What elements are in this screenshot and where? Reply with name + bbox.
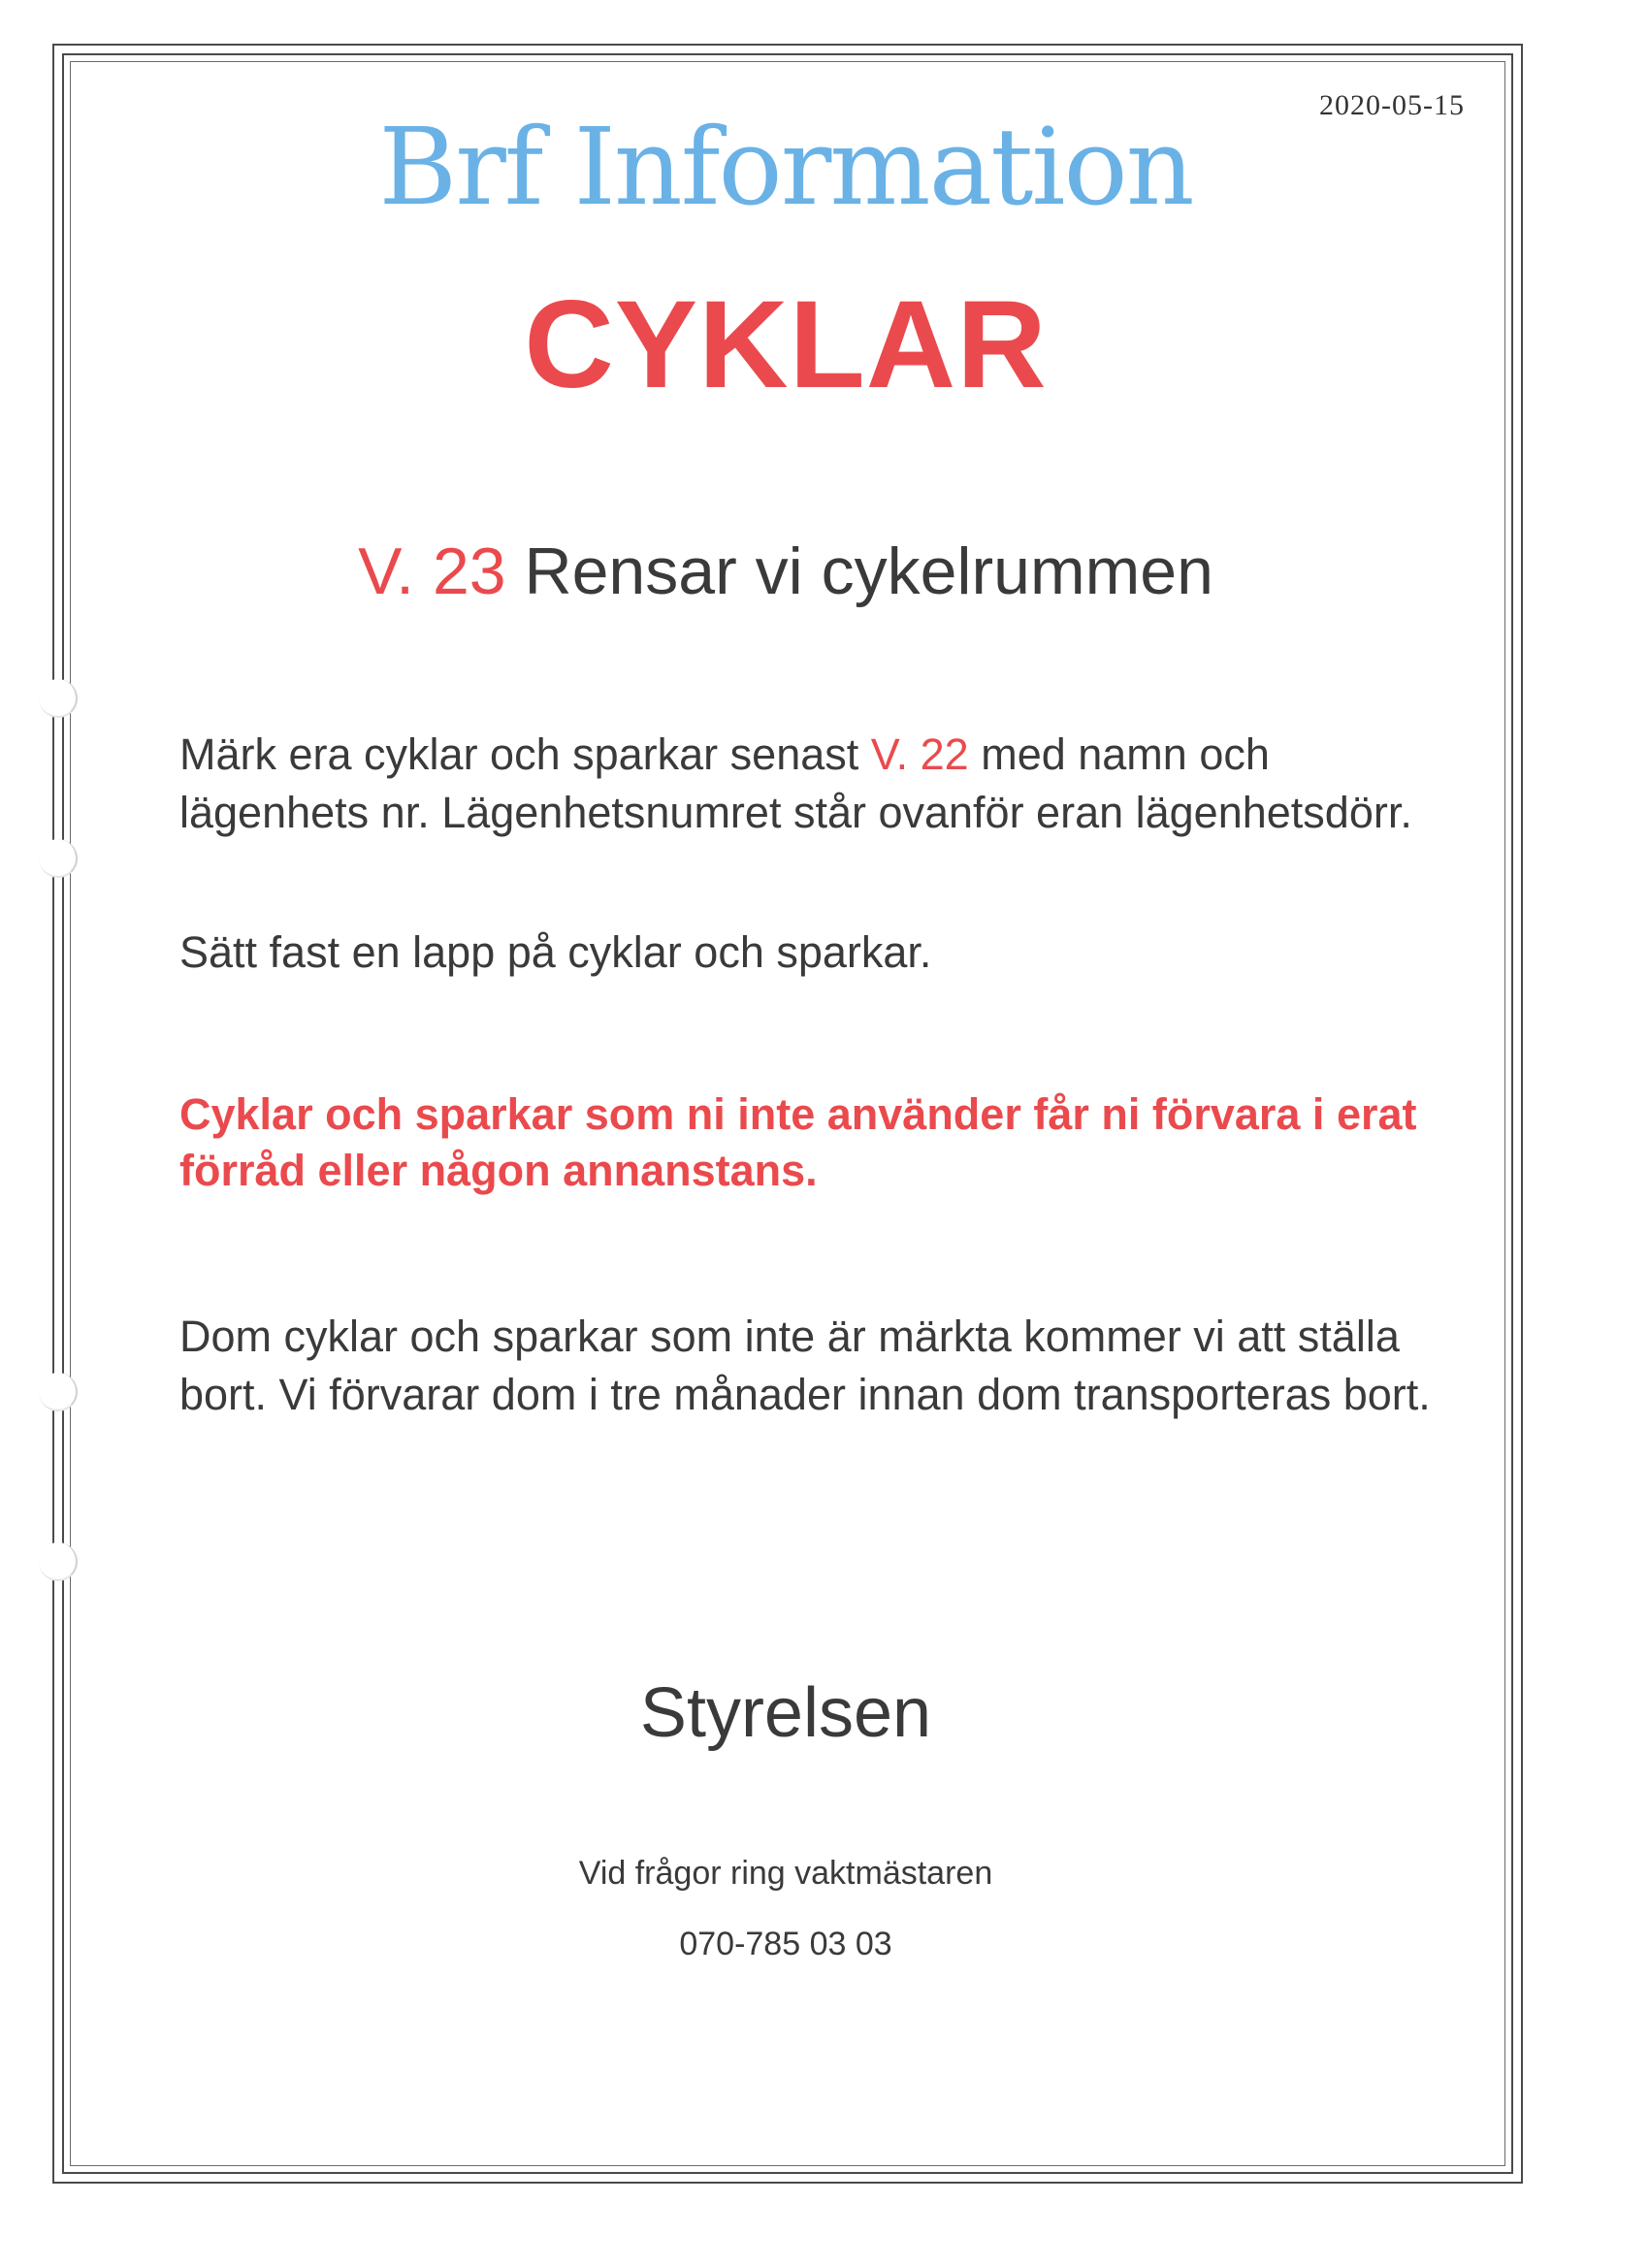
punch-hole xyxy=(39,1542,78,1581)
warning-paragraph: Cyklar och sparkar som ni inte använder får ni förvara i erat förråd eller någon annanstans. xyxy=(179,1089,1417,1195)
punch-hole xyxy=(39,679,78,718)
notice-subheading xyxy=(0,534,1571,609)
deadline-week: V. 22 xyxy=(870,729,969,779)
removal-paragraph: Dom cyklar och sparkar som inte är märkta kommer vi att ställa bort. Vi förvarar dom i tre månader innan dom transporteras bort. xyxy=(179,1312,1431,1419)
subheading-text: Rensar vi cykelrummen xyxy=(505,535,1213,608)
punch-hole xyxy=(39,839,78,878)
instruction-paragraph xyxy=(179,726,1440,842)
notice-date: 2020-05-15 xyxy=(1319,89,1465,121)
contact-label: Vid frågor ring vaktmästaren xyxy=(578,1855,993,1892)
notice-headline: CYKLAR xyxy=(524,275,1048,414)
signature: Styrelsen xyxy=(639,1674,932,1752)
punch-hole xyxy=(39,1373,78,1411)
brand-title: Brf Information xyxy=(378,105,1193,229)
paragraph-text-end: med namn och lägenhets nr. Lägenhetsnumret står ovanför eran lägenhetsdörr. xyxy=(179,729,1412,837)
tag-instruction-paragraph: Sätt fast en lapp på cyklar och sparkar. xyxy=(179,927,932,977)
contact-phone: 070-785 03 03 xyxy=(679,1926,892,1962)
paragraph-text-start: Märk era cyklar och sparkar senast xyxy=(179,729,871,779)
subheading-week: V. 23 xyxy=(358,535,506,608)
